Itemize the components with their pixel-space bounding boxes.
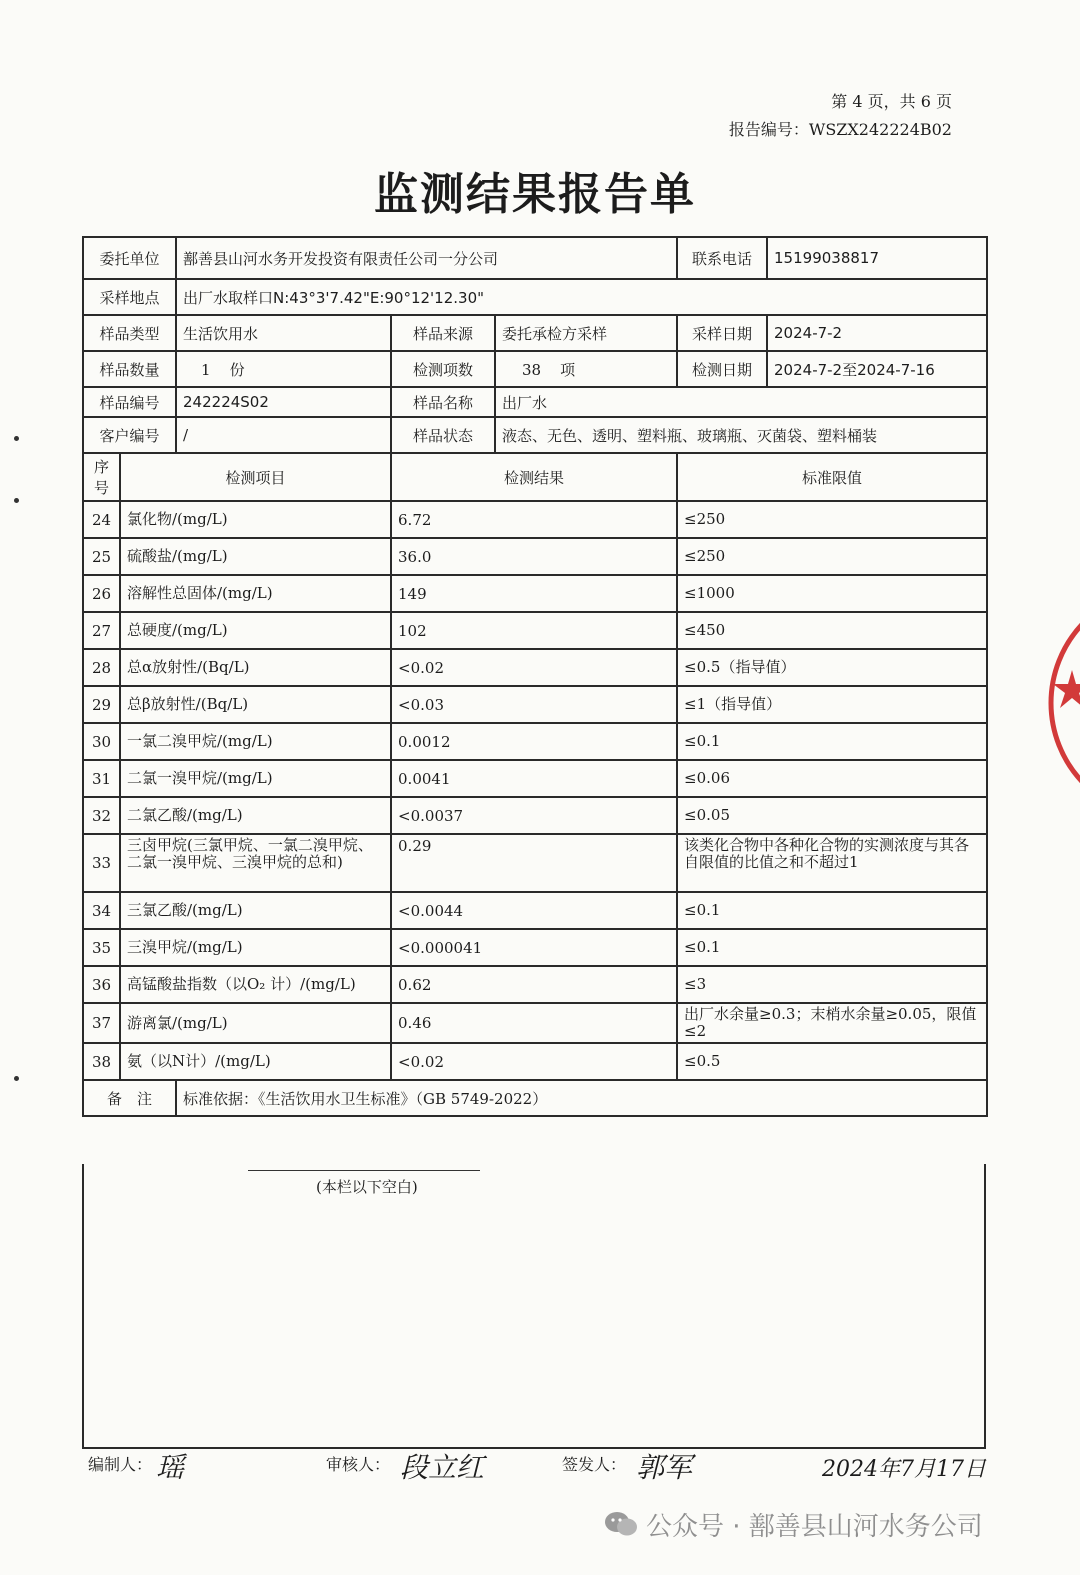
row-result: 0.62 [391,966,677,1003]
row-result: 102 [391,612,677,649]
state-value: 液态、无色、透明、塑料瓶、玻璃瓶、灭菌袋、塑料桶装 [495,417,987,453]
row-item: 氨（以N计）/(mg/L) [120,1043,391,1080]
row-no: 31 [83,760,120,797]
table-row [83,575,987,612]
row-result: <0.02 [391,649,677,686]
report-title: 监测结果报告单 [374,169,696,220]
table-row [83,501,987,538]
customer-no-label: 客户编号 [83,417,176,453]
client-value: 鄯善县山河水务开发投资有限责任公司一分公司 [176,237,677,279]
prepared-label: 编制人： [88,1455,153,1474]
row-item: 一氯二溴甲烷/(mg/L) [120,723,391,760]
row-no: 24 [83,501,120,538]
reviewed-label: 审核人： [326,1455,391,1474]
items-label: 检测项数 [391,351,495,387]
row-item: 游离氯/(mg/L) [120,1003,391,1043]
site-row [83,279,987,315]
row-limit: ≤0.1 [677,723,987,760]
table-row [83,760,987,797]
row-result: 6.72 [391,501,677,538]
row-item: 总α放射性/(Bq/L) [120,649,391,686]
official-seal [1046,598,1080,808]
col-no-header: 序号 [83,453,120,501]
sign-date: 2024年7月17日 [822,1457,986,1482]
type-value: 生活饮用水 [176,315,391,351]
blank-rule [248,1170,480,1171]
row-no: 33 [83,834,120,892]
row-result: 36.0 [391,538,677,575]
prepared-signature: 瑶 [156,1451,185,1484]
row-item: 二氯乙酸/(mg/L) [120,797,391,834]
source-value: 委托承检方采样 [495,315,677,351]
table-row [83,966,987,1003]
table-row [83,834,987,892]
signature-row [88,1452,988,1502]
table-row [83,892,987,929]
row-limit: 出厂水余量≥0.3；末梢水余量≥0.05，限值≤2 [677,1003,987,1043]
row-result: <0.000041 [391,929,677,966]
sample-name-label: 样品名称 [391,387,495,417]
scan-speck [14,1076,19,1081]
site-value: 出厂水取样口N:43°3'7.42"E:90°12'12.30" [176,279,987,315]
test-date-label: 检测日期 [677,351,767,387]
row-limit: ≤3 [677,966,987,1003]
row-result: <0.03 [391,686,677,723]
source-label: 样品来源 [391,315,495,351]
col-item-header: 检测项目 [120,453,391,501]
sample-no-label: 样品编号 [83,387,176,417]
row-no: 32 [83,797,120,834]
report-table [82,236,988,1117]
page-number: 第 4 页，共 6 页 [831,92,952,111]
sample-name-value: 出厂水 [495,387,987,417]
remarks-text: 标准依据：《生活饮用水卫生标准》（GB 5749-2022） [176,1080,987,1116]
blank-area [82,1164,986,1449]
row-limit: ≤0.06 [677,760,987,797]
page-info [729,88,952,144]
qty-label: 样品数量 [83,351,176,387]
row-result: 0.29 [391,834,677,892]
issued-label: 签发人： [562,1455,627,1474]
sample-date-value: 2024-7-2 [767,315,987,351]
table-row [83,686,987,723]
row-limit: ≤250 [677,501,987,538]
row-no: 34 [83,892,120,929]
customer-no-value: / [176,417,391,453]
site-label: 采样地点 [83,279,176,315]
row-limit: ≤1（指导值） [677,686,987,723]
row-no: 28 [83,649,120,686]
col-result-header: 检测结果 [391,453,677,501]
table-row [83,797,987,834]
row-item: 硫酸盐/(mg/L) [120,538,391,575]
row-item: 总β放射性/(Bq/L) [120,686,391,723]
row-no: 35 [83,929,120,966]
row-limit: ≤450 [677,612,987,649]
row-no: 30 [83,723,120,760]
client-label: 委托单位 [83,237,176,279]
sample-date-label: 采样日期 [677,315,767,351]
wechat-icon [604,1511,638,1544]
qty-value: 1 份 [176,351,391,387]
table-row [83,929,987,966]
column-header-row [83,453,987,501]
report-number: 报告编号：WSZX242224B02 [728,120,952,139]
row-limit: ≤0.1 [677,892,987,929]
state-label: 样品状态 [391,417,495,453]
row-no: 25 [83,538,120,575]
row-item: 高锰酸盐指数（以O₂ 计）/(mg/L) [120,966,391,1003]
row-item: 三氯乙酸/(mg/L) [120,892,391,929]
blank-note: (本栏以下空白) [316,1178,418,1196]
sample-no-value: 242224S02 [176,387,391,417]
col-limit-header: 标准限值 [677,453,987,501]
table-row [83,649,987,686]
watermark-text: 公众号 · 鄯善县山河水务公司 [646,1512,983,1542]
phone-label: 联系电话 [677,237,767,279]
table-row [83,1043,987,1080]
row-result: 0.0041 [391,760,677,797]
sample-no-row [83,387,987,417]
table-row [83,538,987,575]
row-item: 三卤甲烷(三氯甲烷、一氯二溴甲烷、二氯一溴甲烷、三溴甲烷的总和) [120,834,391,892]
reviewed-signature: 段立红 [400,1451,485,1484]
row-limit: ≤0.1 [677,929,987,966]
row-no: 36 [83,966,120,1003]
row-no: 38 [83,1043,120,1080]
row-no: 26 [83,575,120,612]
scan-speck [14,498,19,503]
remarks-label: 备 注 [83,1080,176,1116]
row-no: 37 [83,1003,120,1043]
seal-icon [1046,598,1080,808]
issued-signature: 郭军 [636,1451,693,1484]
customer-row [83,417,987,453]
qty-row [83,351,987,387]
row-item: 溶解性总固体/(mg/L) [120,575,391,612]
row-limit: ≤1000 [677,575,987,612]
row-result: <0.0044 [391,892,677,929]
type-row [83,315,987,351]
row-limit: ≤0.05 [677,797,987,834]
row-item: 氯化物/(mg/L) [120,501,391,538]
remarks-row [83,1080,987,1116]
test-date-value: 2024-7-2至2024-7-16 [767,351,987,387]
row-no: 29 [83,686,120,723]
items-value: 38 项 [495,351,677,387]
row-result: <0.02 [391,1043,677,1080]
row-result: 0.0012 [391,723,677,760]
table-row [83,1003,987,1043]
watermark [604,1506,983,1544]
row-limit: 该类化合物中各种化合物的实测浓度与其各自限值的比值之和不超过1 [677,834,987,892]
client-row [83,237,987,279]
table-row [83,612,987,649]
row-result: 0.46 [391,1003,677,1043]
row-limit: ≤250 [677,538,987,575]
row-item: 三溴甲烷/(mg/L) [120,929,391,966]
row-result: <0.0037 [391,797,677,834]
phone-value: 15199038817 [767,237,987,279]
table-row [83,723,987,760]
row-item: 二氯一溴甲烷/(mg/L) [120,760,391,797]
row-no: 27 [83,612,120,649]
scan-speck [14,436,19,441]
row-limit: ≤0.5（指导值） [677,649,987,686]
row-result: 149 [391,575,677,612]
type-label: 样品类型 [83,315,176,351]
row-limit: ≤0.5 [677,1043,987,1080]
row-item: 总硬度/(mg/L) [120,612,391,649]
